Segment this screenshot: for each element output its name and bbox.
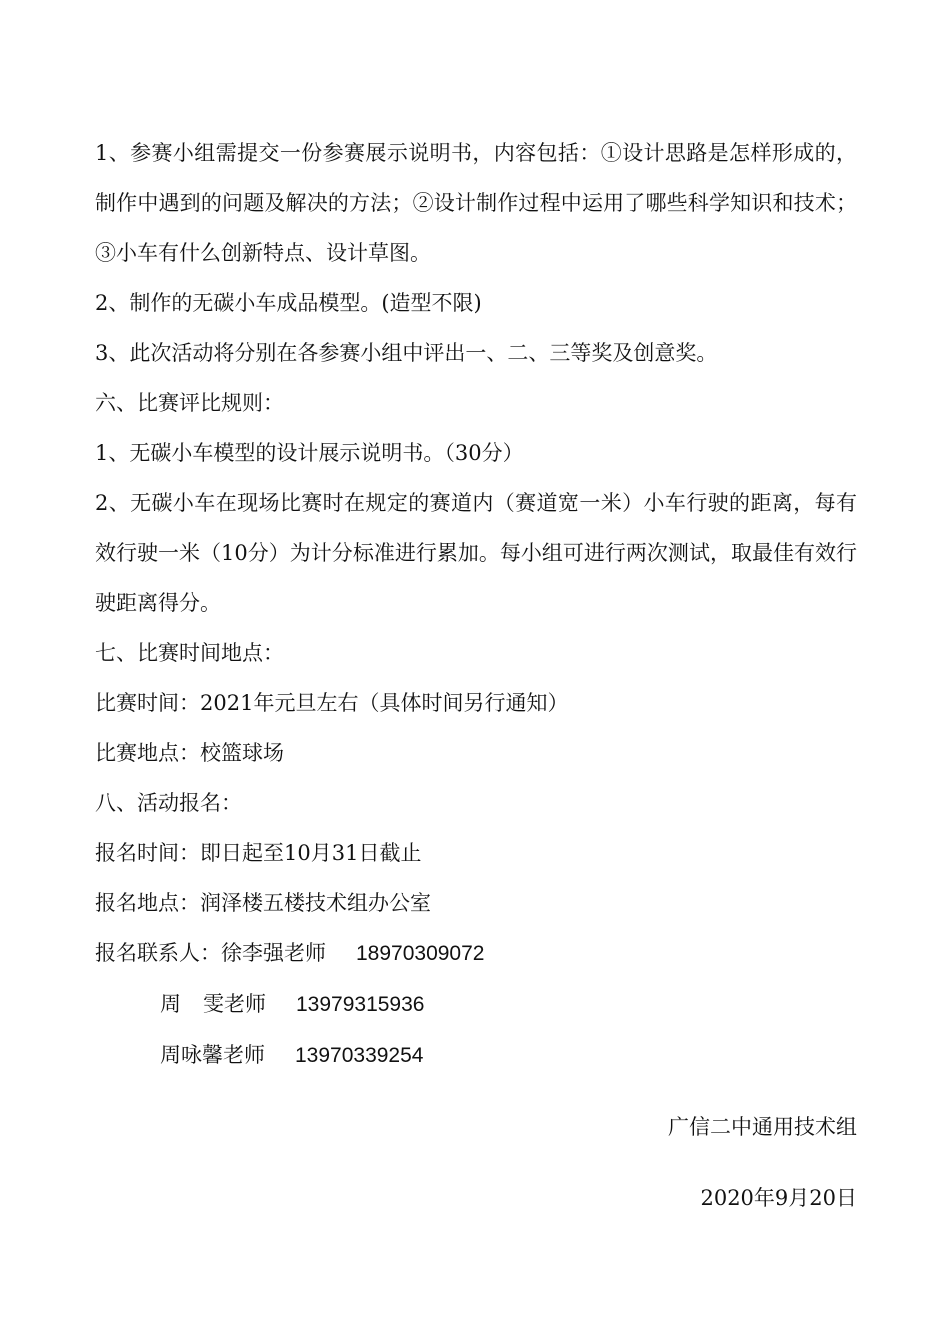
contact-row-2 bbox=[95, 979, 857, 1030]
requirement-1: 1、参赛小组需提交一份参赛展示说明书，内容包括：①设计思路是怎样形成的，制作中遇到的问题及解决的方法；②设计制作过程中运用了哪些科学知识和技术；③小车有什么创新特点、设计草图。 bbox=[95, 141, 857, 265]
contact-row-1 bbox=[95, 928, 857, 979]
contact-name-part: 周 bbox=[160, 992, 181, 1016]
rule-1: 1、无碳小车模型的设计展示说明书。（30分） bbox=[95, 441, 524, 465]
section-7-heading: 七、比赛时间地点： bbox=[95, 641, 284, 665]
section-8-heading: 八、活动报名： bbox=[95, 791, 242, 815]
rule-2: 2、无碳小车在现场比赛时在规定的赛道内（赛道宽一米）小车行驶的距离，每有效行驶一米（10分）为计分标准进行累加。每小组可进行两次测试，取最佳有效行驶距离得分。 bbox=[95, 491, 857, 615]
section-6-heading: 六、比赛评比规则： bbox=[95, 391, 284, 415]
competition-place: 比赛地点：校篮球场 bbox=[95, 741, 284, 765]
contact-phone: 13979315936 bbox=[296, 993, 425, 1016]
contact-name-part: 雯老师 bbox=[203, 992, 266, 1016]
contact-label: 报名联系人： bbox=[95, 941, 221, 965]
signature-date: 2020年9月20日 bbox=[700, 1186, 857, 1210]
requirement-2: 2、制作的无碳小车成品模型。(造型不限) bbox=[95, 291, 482, 315]
requirement-3: 3、此次活动将分别在各参赛小组中评出一、二、三等奖及创意奖。 bbox=[95, 341, 718, 365]
contact-name: 徐李强老师 bbox=[221, 941, 326, 965]
contact-row-3 bbox=[95, 1030, 857, 1081]
registration-time: 报名时间：即日起至10月31日截止 bbox=[95, 841, 422, 865]
document-body bbox=[95, 128, 857, 1244]
contact-phone: 13970339254 bbox=[295, 1044, 424, 1067]
competition-time: 比赛时间：2021年元旦左右（具体时间另行通知） bbox=[95, 691, 569, 715]
contact-phone: 18970309072 bbox=[356, 942, 485, 965]
registration-place: 报名地点：润泽楼五楼技术组办公室 bbox=[95, 891, 431, 915]
signature-org: 广信二中通用技术组 bbox=[668, 1115, 857, 1139]
contact-name: 周咏馨老师 bbox=[160, 1043, 265, 1067]
